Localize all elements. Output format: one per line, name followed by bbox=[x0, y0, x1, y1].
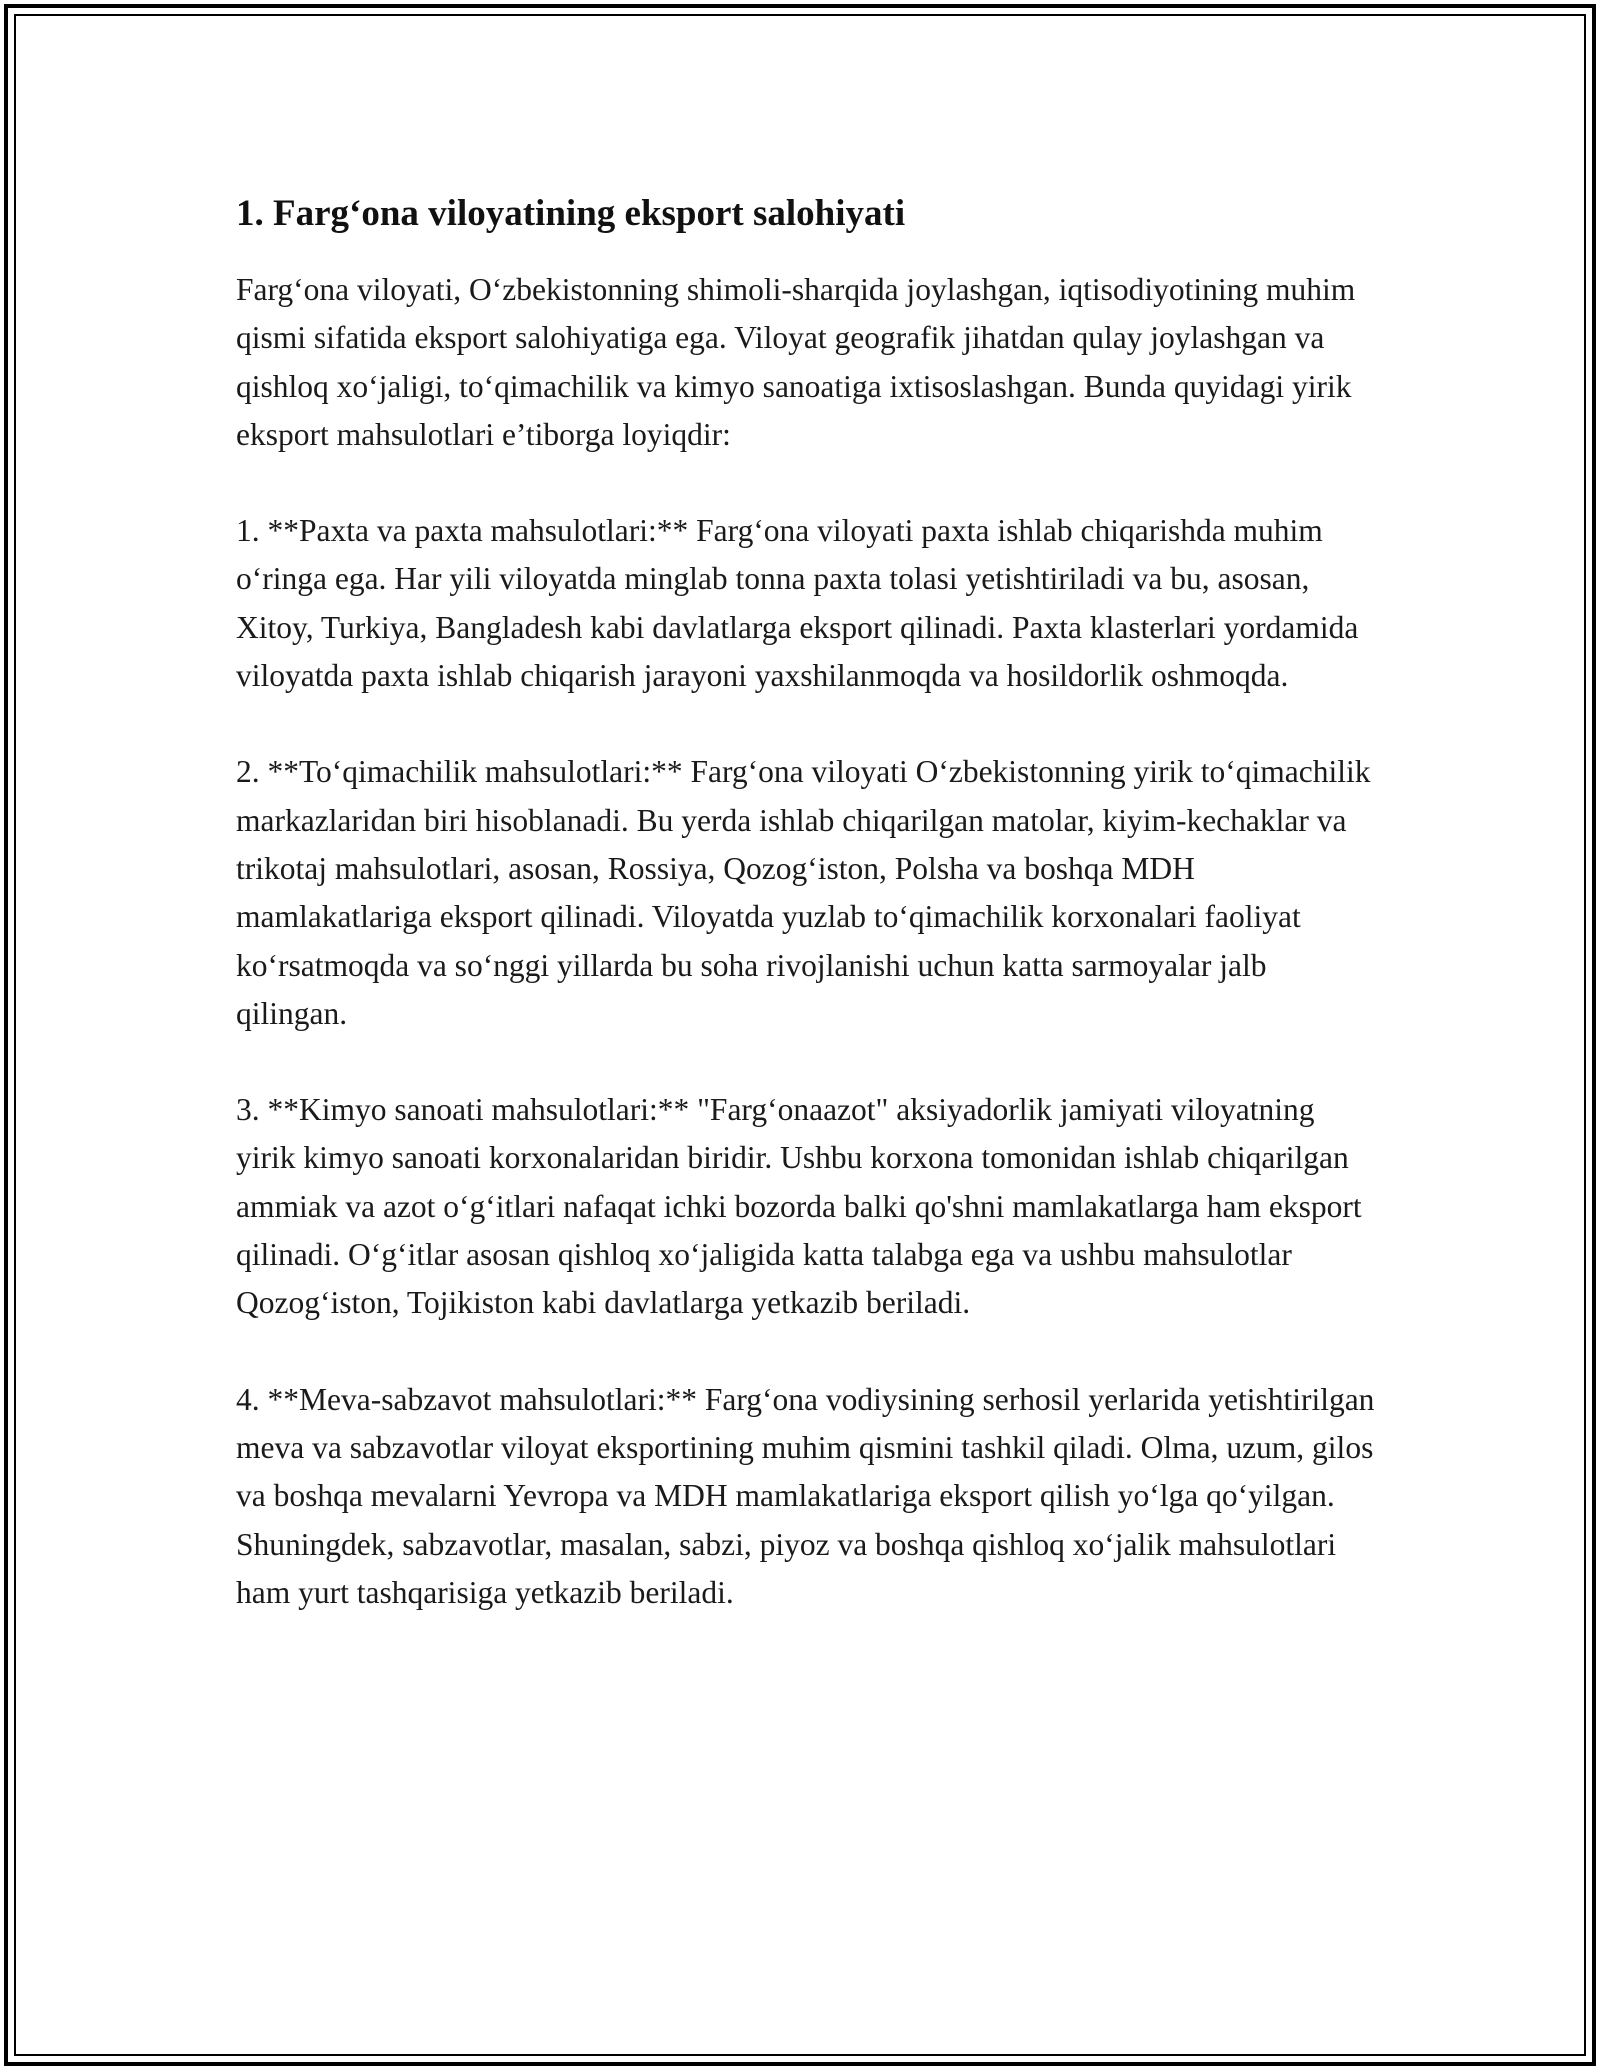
paragraph-textile-products: 2. **To‘qimachilik mahsulotlari:** Farg‘ona viloyati O‘zbekistonning yirik to‘qimachilik markazlaridan biri hisoblanadi. Bu yerda ishlab chiqarilgan matolar, kiyim-kechaklar va trikotaj mahsulotlari, asosan, Rossiya, Qozog‘iston, Polsha va boshqa MDH mamlakatlariga eksport qilinadi. Viloyatda yuzlab to‘qimachilik korxonalari faoliyat ko‘rsatmoqda va so‘nggi yillarda bu soha rivojlanishi uchun katta sarmoyalar jalb qilingan. bbox=[236, 754, 1371, 1031]
paragraph-chemical-products: 3. **Kimyo sanoati mahsulotlari:** "Farg‘onaazot" aksiyadorlik jamiyati viloyatning yirik kimyo sanoati korxonalaridan biridir. Ushbu korxona tomonidan ishlab chiqarilgan ammiak va azot o‘g‘itlari nafaqat ichki bozorda balki qo'shni mamlakatlarga ham eksport qilinadi. O‘g‘itlar asosan qishloq xo‘jaligida katta talabga ega va ushbu mahsulotlar Qozog‘iston, Tojikiston kabi davlatlarga yetkazib beriladi. bbox=[236, 1092, 1362, 1321]
document-body bbox=[236, 182, 1376, 1665]
section-heading: 1. Farg‘ona viloyatining eksport salohiyati bbox=[236, 193, 906, 234]
paragraph-fruit-vegetable-products: 4. **Meva-sabzavot mahsulotlari:** Farg‘ona vodiysining serhosil yerlarida yetishtirilgan meva va sabzavotlar viloyat eksportining muhim qismini tashkil qiladi. Olma, uzum, gilos va boshqa mevalarni Yevropa va MDH mamlakatlariga eksport qilish yo‘lga qo‘yilgan. Shuningdek, sabzavotlar, masalan, sabzi, piyoz va boshqa qishloq xo‘jalik mahsulotlari ham yurt tashqarisiga yetkazib beriladi. bbox=[236, 1381, 1375, 1610]
intro-paragraph: Farg‘ona viloyati, O‘zbekistonning shimoli-sharqida joylashgan, iqtisodiyotining muhim qismi sifatida eksport salohiyatiga ega. Viloyat geografik jihatdan qulay joylashgan va qishloq xo‘jaligi, to‘qimachilik va kimyo sanoatiga ixtisoslashgan. Bunda quyidagi yirik eksport mahsulotlari e’tiborga loyiqdir: bbox=[236, 272, 1356, 452]
paragraph-cotton-products: 1. **Paxta va paxta mahsulotlari:** Farg‘ona viloyati paxta ishlab chiqarishda muhim o‘ringa ega. Har yili viloyatda minglab tonna paxta tolasi yetishtiriladi va bu, asosan, Xitoy, Turkiya, Bangladesh kabi davlatlarga eksport qilinadi. Paxta klasterlari yordamida viloyatda paxta ishlab chiqarish jarayoni yaxshilanmoqda va hosildorlik oshmoqda. bbox=[236, 513, 1359, 694]
